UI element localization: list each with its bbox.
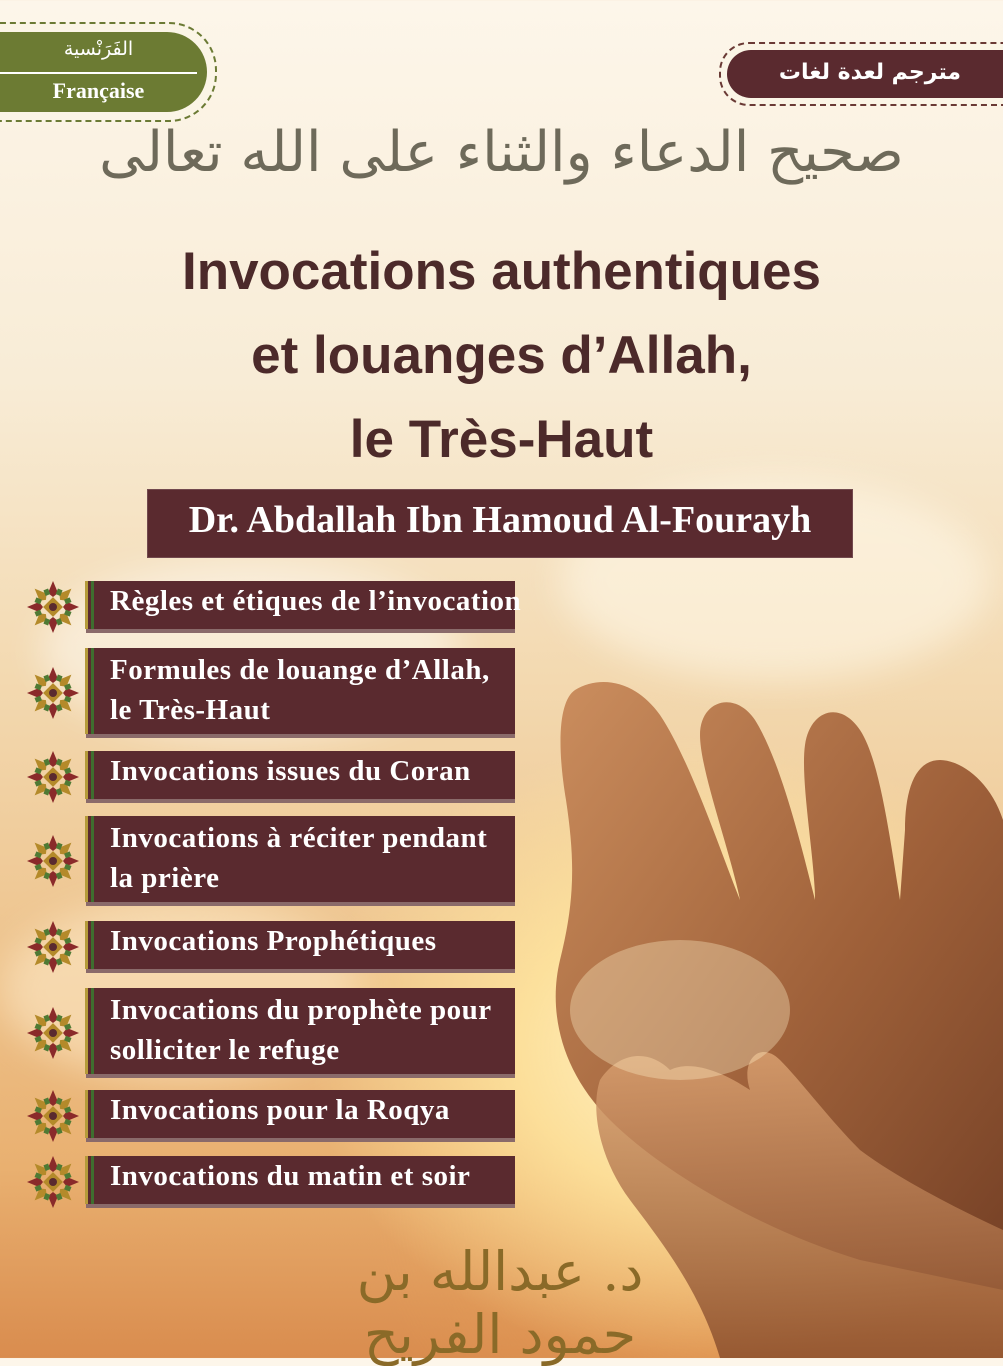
ornament-icon [24, 1087, 82, 1145]
topic-item [20, 988, 520, 1078]
topic-line: Invocations pour la Roqya [110, 1094, 450, 1126]
topic-text [110, 751, 520, 791]
language-french-label: Française [52, 78, 145, 103]
ornament-icon [24, 578, 82, 636]
topic-line: Invocations à réciter pendant [110, 822, 488, 854]
ornament-icon [24, 664, 82, 722]
topic-line: Invocations issues du Coran [110, 755, 471, 787]
ornament-icon [24, 1153, 82, 1211]
topic-item [20, 1156, 520, 1208]
topic-text [110, 818, 520, 898]
book-title-line: le Très-Haut [349, 410, 654, 469]
topic-line: solliciter le refuge [110, 1034, 340, 1066]
topic-item [20, 648, 520, 738]
book-title-line: Invocations authentiques [181, 242, 822, 301]
arabic-title: صحيح الدعاء والثناء على الله تعالى [99, 120, 904, 185]
topic-line: Formules de louange d’Allah, [110, 654, 490, 686]
ornament-icon [24, 832, 82, 890]
topic-item [20, 816, 520, 906]
ornament-icon [24, 748, 82, 806]
ornament-icon [24, 1004, 82, 1062]
author-banner: Dr. Abdallah Ibn Hamoud Al-Fourayh [147, 489, 853, 558]
book-title-line: et louanges d’Allah, [251, 326, 752, 385]
language-divider [0, 72, 197, 74]
topic-line: Invocations Prophétiques [110, 925, 437, 957]
ornament-icon [24, 918, 82, 976]
topic-text [110, 990, 520, 1070]
topic-item [20, 921, 520, 973]
topic-item [20, 581, 520, 633]
topic-text [110, 1156, 520, 1196]
language-arabic-label: الفَرَنْسية [63, 38, 134, 60]
book-title [0, 230, 1003, 482]
translated-tag-label: مترجم لعدة لغات [727, 50, 1003, 98]
topic-item [20, 751, 520, 803]
topic-line: le Très-Haut [110, 694, 271, 726]
language-tag [0, 22, 217, 122]
arabic-author-signature: د. عبدالله بن حمود الفريح [356, 1240, 644, 1366]
topic-line: Invocations du prophète pour [110, 994, 492, 1026]
language-tag-fill [0, 32, 207, 112]
topic-text [110, 581, 520, 621]
topic-text [110, 1090, 520, 1130]
topic-line: Règles et étiques de l’invocation [110, 585, 522, 617]
topic-line: Invocations du matin et soir [110, 1160, 471, 1192]
topic-text [110, 921, 520, 961]
topic-text [110, 650, 520, 730]
translated-tag [719, 42, 1003, 106]
topic-line: la prière [110, 862, 220, 894]
topic-item [20, 1090, 520, 1142]
